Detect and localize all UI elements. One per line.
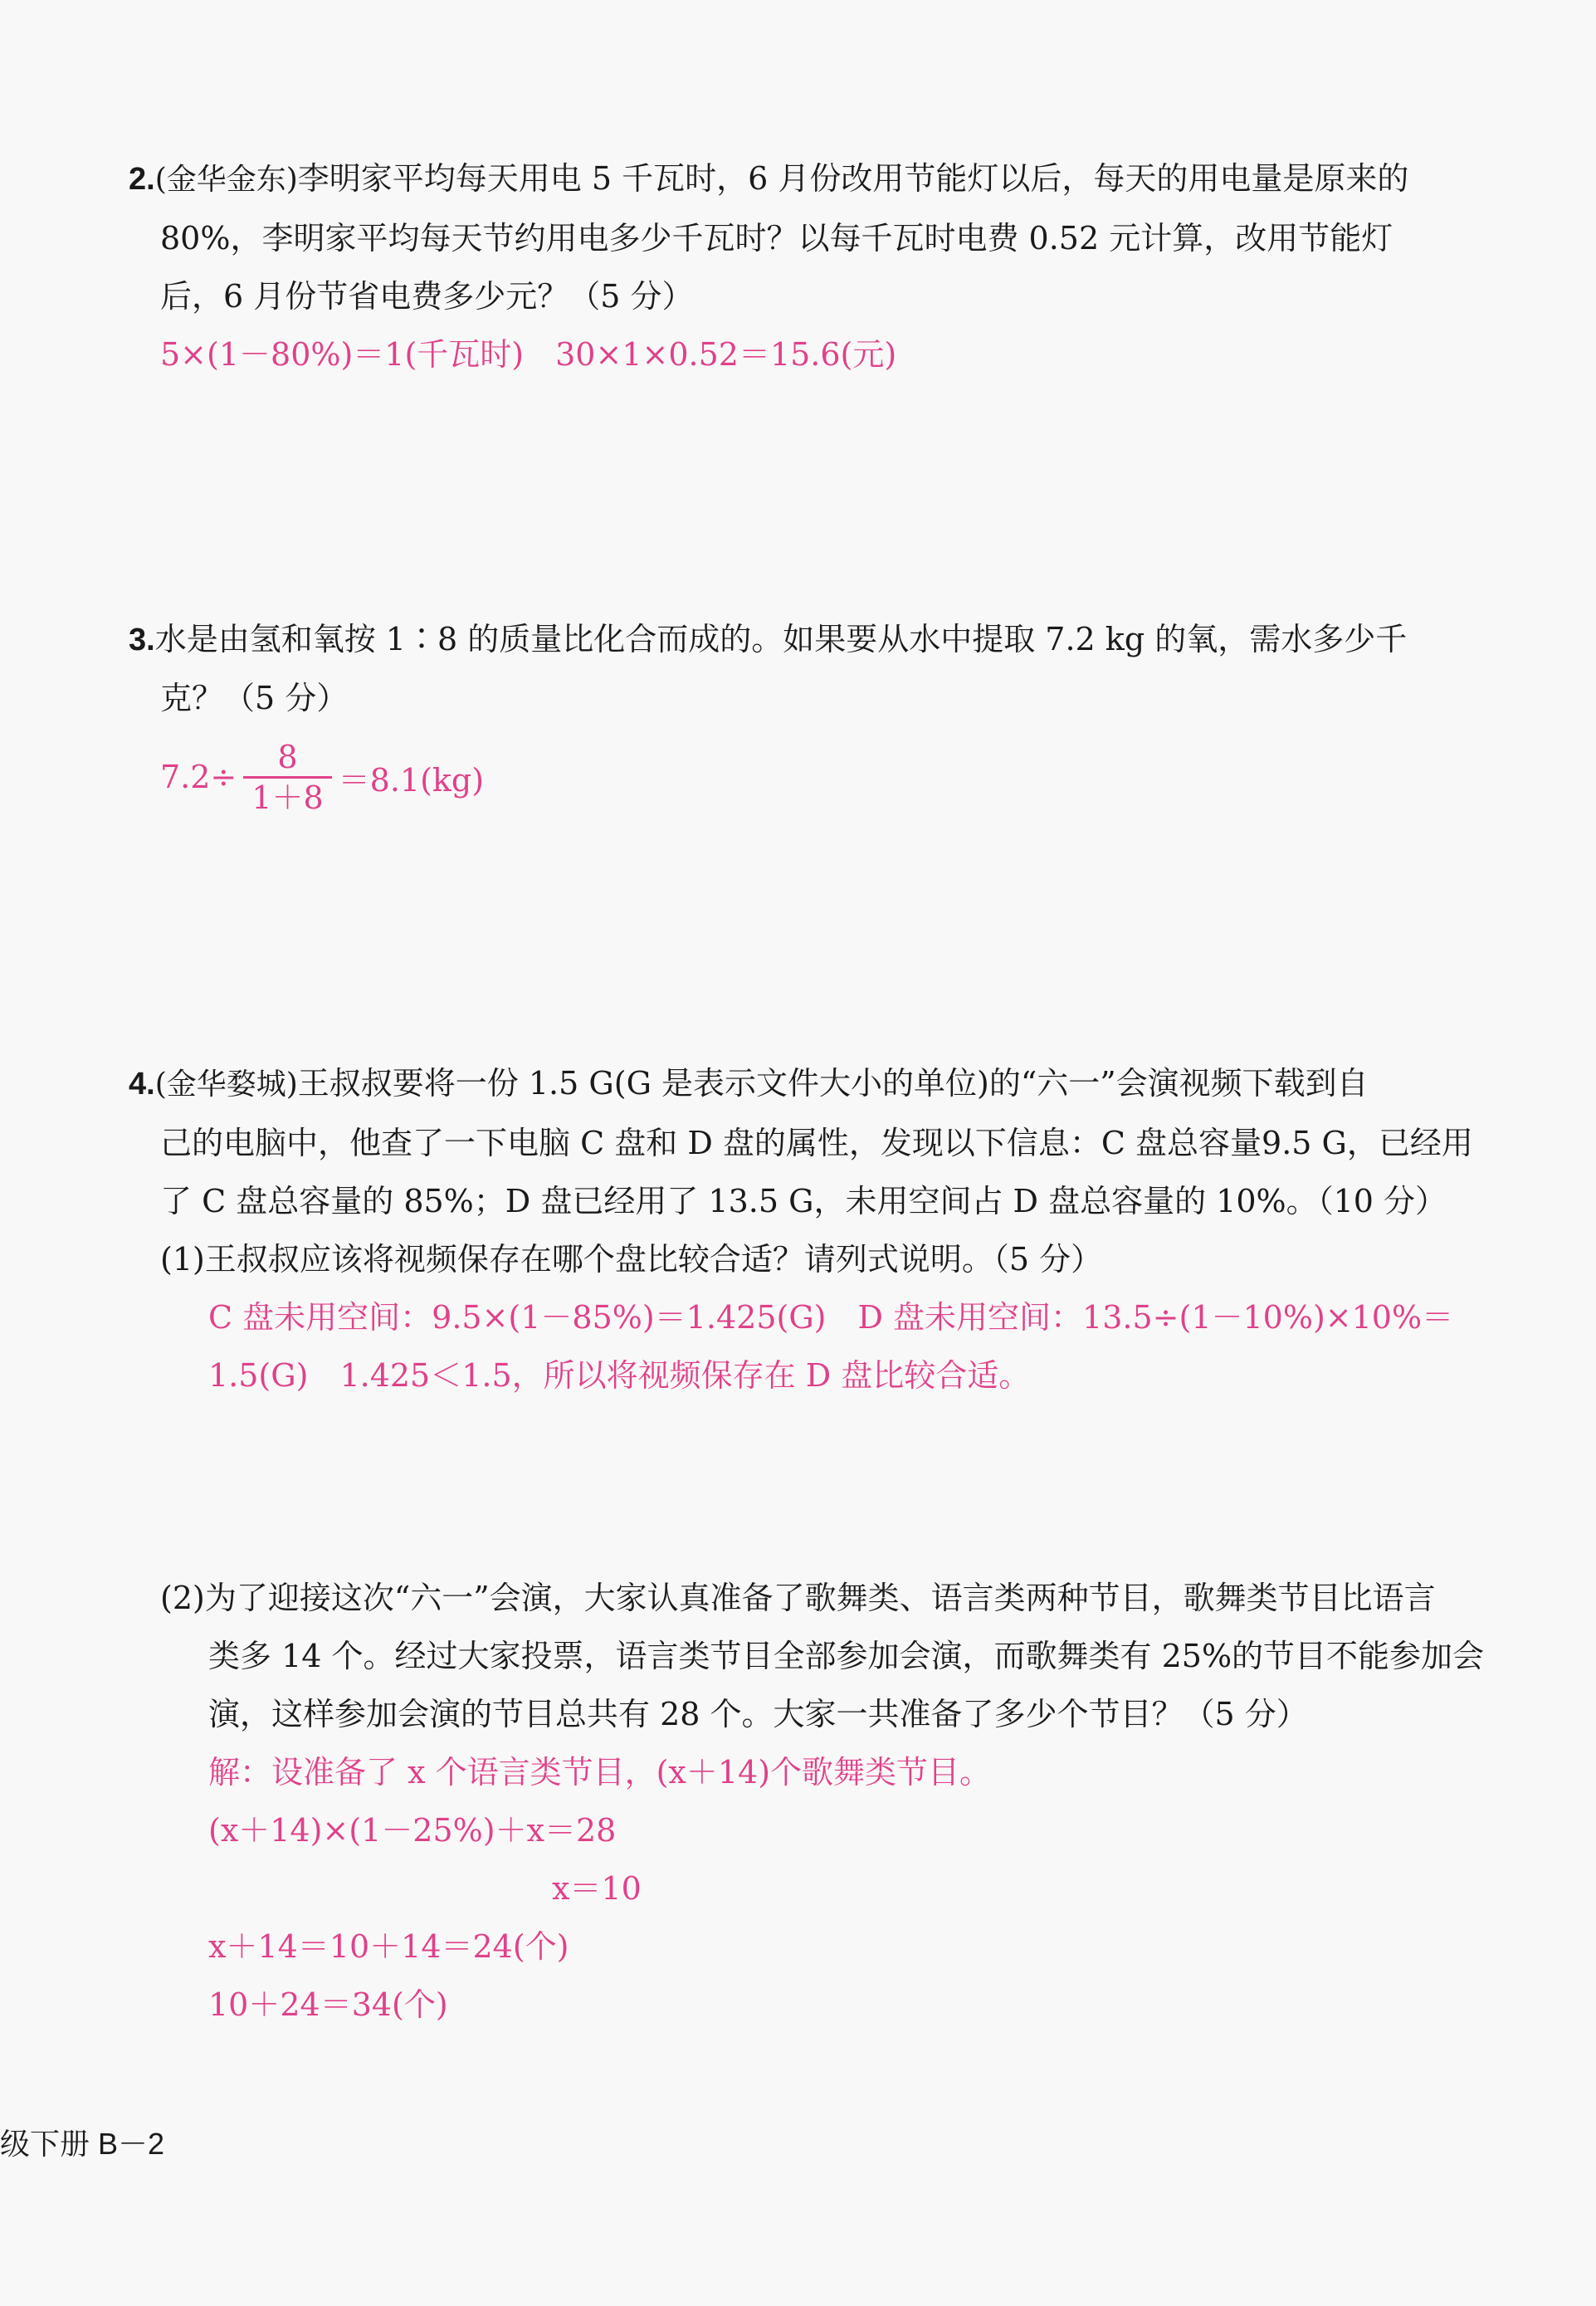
part-2-answer-line-5: 10＋24＝34(个) [208, 1986, 448, 2023]
answer-fraction [243, 738, 331, 817]
question-number: 2. [129, 162, 155, 197]
question-3-line-2: 克？（5 分） [160, 680, 349, 716]
question-4-line-2: 己的电脑中，他查了一下电脑 C 盘和 D 盘的属性，发现以下信息：C 盘总容量9.5 G，已经用 [160, 1125, 1473, 1161]
part-2-answer-line-2: (x＋14)×(1－25%)＋x＝28 [208, 1812, 617, 1849]
part-1-answer-line-2: 1.5(G) 1.425＜1.5，所以将视频保存在 D 盘比较合适。 [208, 1357, 1031, 1394]
question-3-line-1 [129, 610, 1490, 669]
part-2-answer-line-4: x＋14＝10＋14＝24(个) [208, 1928, 569, 1965]
question-4-line-1 [129, 1054, 1490, 1114]
question-number: 4. [129, 1067, 155, 1102]
fraction-numerator: 8 [277, 738, 298, 775]
question-number: 3. [129, 623, 155, 657]
part-2-answer-line-3: x＝10 [552, 1870, 642, 1907]
page-footer: 级下册 B－2 [0, 2127, 165, 2161]
part-2-question-line-3: 演，这样参加会演的节目总共有 28 个。大家一共准备了多少个节目？（5 分） [208, 1696, 1308, 1732]
answer-prefix: 7.2÷ [160, 759, 237, 795]
question-2-line-3: 后，6 月份节省电费多少元？（5 分） [160, 278, 694, 315]
fraction-denominator: 1＋8 [251, 779, 324, 816]
part-1-answer-line-1: C 盘未用空间：9.5×(1－85%)＝1.425(G) D 盘未用空间：13.5÷(1－10%)×10%＝ [208, 1299, 1454, 1336]
question-3-answer [129, 727, 1490, 827]
question-text: 水是由氢和氧按 1∶8 的质量比化合而成的。如果要从水中提取 7.2 kg 的氧，需水多少千 [154, 621, 1408, 657]
question-2-line-2: 80%，李明家平均每天节约用电多少千瓦时？以每千瓦时电费 0.52 元计算，改用节能灯 [160, 220, 1393, 256]
part-2-question-line-2: 类多 14 个。经过大家投票，语言类节目全部参加会演，而歌舞类有 25%的节目不能参加会 [208, 1638, 1485, 1674]
question-4-line-3: 了 C 盘总容量的 85%；D 盘已经用了 13.5 G，未用空间占 D 盘总容量的 10%。（10 分） [160, 1183, 1447, 1219]
question-3 [129, 610, 1490, 827]
question-text: 李明家平均每天用电 5 千瓦时，6 月份改用节能灯以后，每天的用电量是原来的 [297, 160, 1409, 197]
question-4 [129, 1054, 1490, 1405]
question-source: (金华婺城) [154, 1068, 298, 1102]
question-2-answer: 5×(1－80%)＝1(千瓦时) 30×1×0.52＝15.6(元) [160, 336, 897, 373]
answer-suffix: ＝8.1(kg) [338, 761, 485, 799]
question-text: 王叔叔要将一份 1.5 G(G 是表示文件大小的单位)的“六一”会演视频下载到自 [297, 1065, 1369, 1102]
question-source: (金华金东) [154, 163, 298, 197]
question-2 [129, 149, 1490, 384]
part-2-question-line-1: (2)为了迎接这次“六一”会演，大家认真准备了歌舞类、语言类两种节目，歌舞类节目比语言 [160, 1580, 1436, 1616]
question-2-line-1 [129, 149, 1490, 209]
part-2-answer-line-1: 解：设准备了 x 个语言类节目，(x＋14)个歌舞类节目。 [208, 1754, 992, 1791]
question-4-part-2 [129, 1569, 1490, 2034]
part-1-question: (1)王叔叔应该将视频保存在哪个盘比较合适？请列式说明。（5 分） [160, 1241, 1103, 1278]
